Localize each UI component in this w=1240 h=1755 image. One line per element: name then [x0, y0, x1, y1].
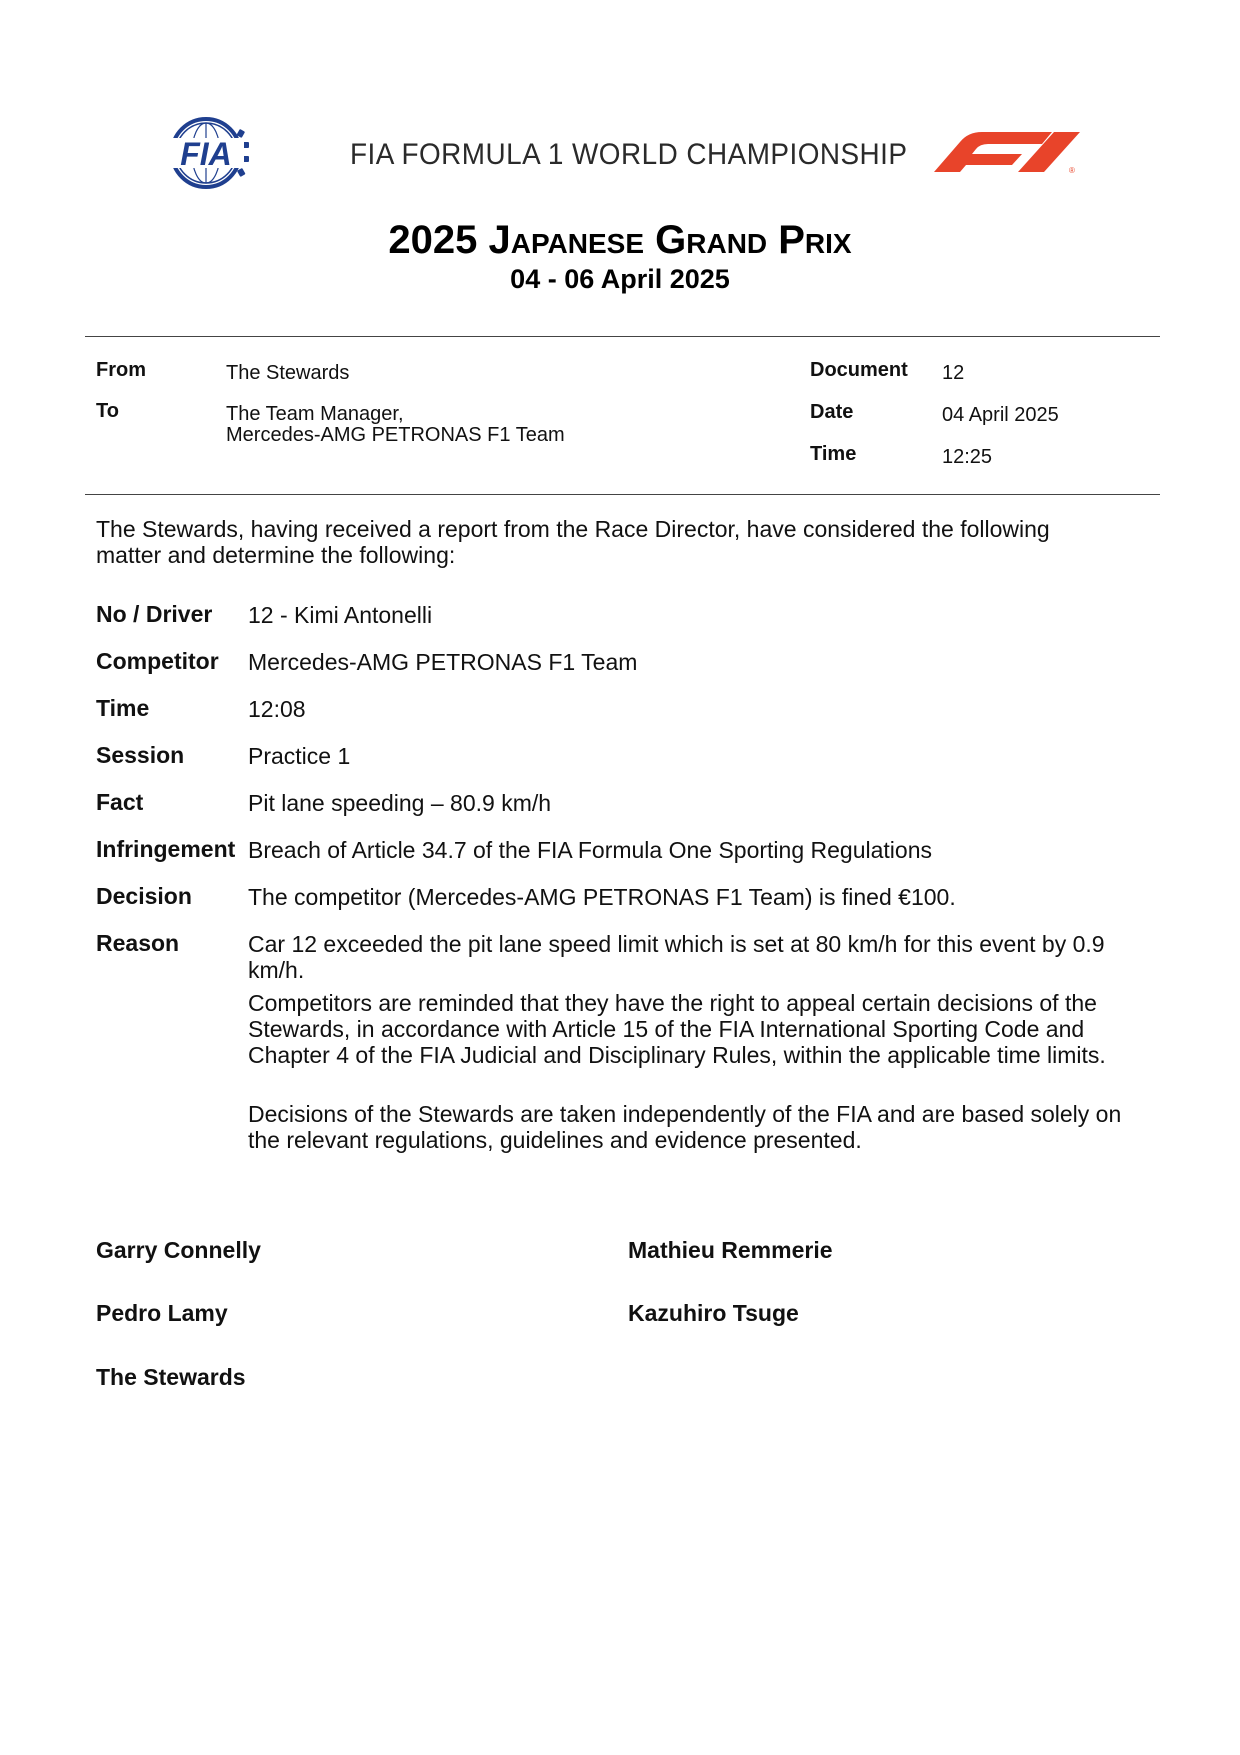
date-label: Date — [810, 401, 854, 423]
row-value-infringement: Breach of Article 34.7 of the FIA Formula One Sporting Regulations — [248, 837, 932, 863]
row-label-competitor: Competitor — [96, 648, 219, 674]
row-label-time: Time — [96, 695, 150, 721]
time-value: 12:25 — [942, 446, 993, 468]
row-value-reason: Car 12 exceeded the pit lane speed limit which is set at 80 km/h for this event by 0.9 km/h. — [248, 931, 1105, 983]
fia-logo — [158, 116, 264, 190]
fia-logo-text: FIA — [180, 136, 232, 172]
divider-top — [85, 336, 1160, 337]
svg-text:®: ® — [1069, 166, 1075, 174]
row-label-driver: No / Driver — [96, 601, 213, 627]
row-label-decision: Decision — [96, 883, 192, 909]
divider-bottom — [85, 494, 1160, 495]
row-value-driver: 12 - Kimi Antonelli — [248, 602, 433, 628]
to-value-line2: Mercedes-AMG PETRONAS F1 Team — [226, 424, 565, 446]
from-value: The Stewards — [226, 362, 350, 384]
row-value-time: 12:08 — [248, 696, 306, 722]
event-title: 2025 Japanese Grand Prix — [388, 218, 852, 262]
time-label: Time — [810, 443, 857, 465]
event-dates: 04 - 06 April 2025 — [510, 264, 730, 294]
championship-title: FIA FORMULA 1 WORLD CHAMPIONSHIP — [350, 138, 908, 171]
document-label: Document — [810, 359, 908, 381]
from-label: From — [96, 359, 146, 381]
row-label-session: Session — [96, 742, 185, 768]
to-value-line1: The Team Manager, — [226, 403, 404, 425]
date-value: 04 April 2025 — [942, 404, 1059, 426]
f1-logo — [932, 130, 1082, 174]
signatory-kazuhiro-tsuge: Kazuhiro Tsuge — [628, 1300, 799, 1326]
signatory-pedro-lamy: Pedro Lamy — [96, 1300, 228, 1326]
row-label-reason: Reason — [96, 930, 180, 956]
intro-paragraph: The Stewards, having received a report from the Race Director, have considered the following matter and determine the following: — [96, 516, 1050, 568]
row-value-decision: The competitor (Mercedes-AMG PETRONAS F1 Team) is fined €100. — [248, 884, 956, 910]
row-value-fact: Pit lane speeding – 80.9 km/h — [248, 790, 552, 816]
signatory-garry-connelly: Garry Connelly — [96, 1237, 261, 1263]
independence-notice: Decisions of the Stewards are taken independently of the FIA and are based solely on the relevant regulations, guidelines and evidence presented. — [248, 1101, 1122, 1153]
row-value-competitor: Mercedes-AMG PETRONAS F1 Team — [248, 649, 638, 675]
row-label-fact: Fact — [96, 789, 144, 815]
appeal-notice: Competitors are reminded that they have the right to appeal certain decisions of the Stewards, in accordance with Article 15 of the FIA International Sporting Code and Chapter 4 of the FIA Judicial and Disciplinary Rules, within the applicable time limits. — [248, 990, 1106, 1068]
signature-footer: The Stewards — [96, 1364, 246, 1390]
to-label: To — [96, 400, 119, 422]
row-label-infringement: Infringement — [96, 836, 236, 862]
document-value: 12 — [942, 362, 965, 384]
signatory-mathieu-remmerie: Mathieu Remmerie — [628, 1237, 833, 1263]
row-value-session: Practice 1 — [248, 743, 351, 769]
